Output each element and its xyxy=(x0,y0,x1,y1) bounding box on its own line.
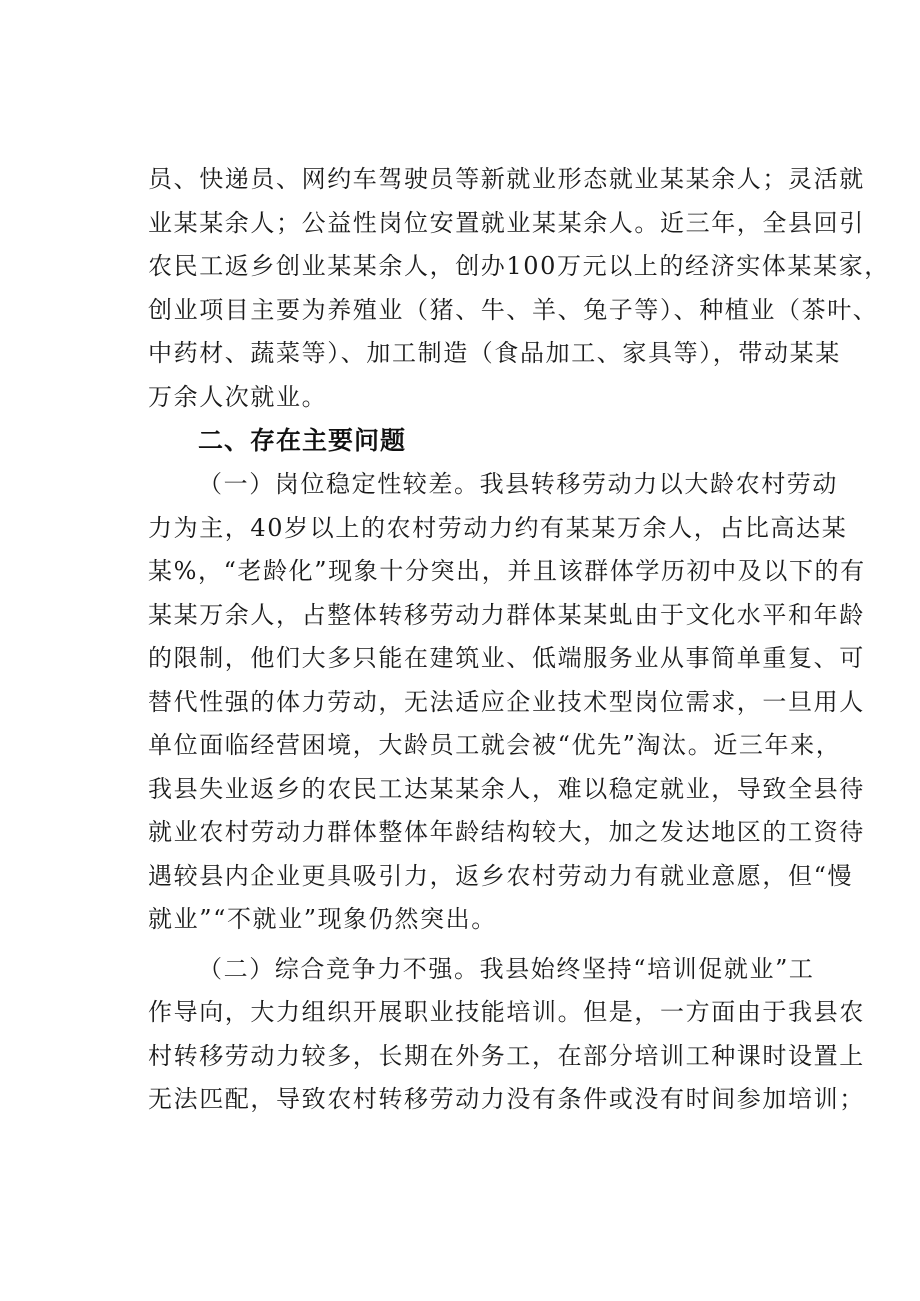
text-line: 某某万余人，占整体转移劳动力群体某某虬由于文化水平和年龄 xyxy=(148,600,865,629)
text-line: 业某某余人；公益性岗位安置就业某某余人。近三年，全县回引 xyxy=(148,208,865,237)
text-line: 中药材、蔬菜等）、加工制造（食品加工、家具等），带动某某 xyxy=(148,339,841,367)
text-line: 就业”“不就业”现象仍然突出。 xyxy=(148,905,497,933)
paragraph-1 xyxy=(148,463,866,942)
text-line: 作导向，大力组织开展职业技能培训。但是，一方面由于我县农 xyxy=(148,998,865,1026)
text-line: 我县失业返乡的农民工达某某余人，难以稳定就业，导致全县待 xyxy=(148,774,865,803)
section-heading: 二、存在主要问题 xyxy=(198,426,407,455)
text-line: 创业项目主要为养殖业（猪、牛、羊、兔子等）、种植业（茶叶、 xyxy=(148,295,879,324)
text-line: 无法匹配，导致农村转移劳动力没有条件或没有时间参加培训； xyxy=(148,1085,865,1113)
paragraph-continuation xyxy=(148,158,890,419)
text-line: 力为主，40岁以上的农村劳动力约有某某万余人，占比高达某 xyxy=(148,513,848,542)
text-line: 就业农村劳动力群体整体年龄结构较大，加之发达地区的工资待 xyxy=(148,818,865,846)
text-line: 替代性强的体力劳动，无法适应企业技术型岗位需求，一旦用人 xyxy=(148,687,865,716)
text-line: 村转移劳动力较多，长期在外务工，在部分培训工种课时设置上 xyxy=(148,1041,865,1070)
text-line: （二）综合竞争力不强。我县始终坚持“培训促就业”工 xyxy=(198,954,815,983)
text-line: 单位面临经营困境，大龄员工就会被“优先”淘汰。近三年来， xyxy=(148,731,842,759)
text-line: 农民工返乡创业某某余人，创办100万元以上的经济实体某某家， xyxy=(148,252,890,280)
document-body xyxy=(148,158,890,1122)
text-line: 的限制，他们大多只能在建筑业、低端服务业从事简单重复、可 xyxy=(148,644,865,672)
text-line: 遇较县内企业更具吸引力，返乡农村劳动力有就业意愿，但“慢 xyxy=(148,861,854,890)
text-line: 万余人次就业。 xyxy=(148,382,328,411)
text-line: （一）岗位稳定性较差。我县转移劳动力以大龄农村劳动 xyxy=(198,470,838,498)
text-line: 员、快递员、网约车驾驶员等新就业形态就业某某余人；灵活就 xyxy=(148,165,865,193)
paragraph-2 xyxy=(148,948,865,1122)
text-line: 某%，“老龄化”现象十分突出，并且该群体学历初中及以下的有 xyxy=(148,557,866,585)
